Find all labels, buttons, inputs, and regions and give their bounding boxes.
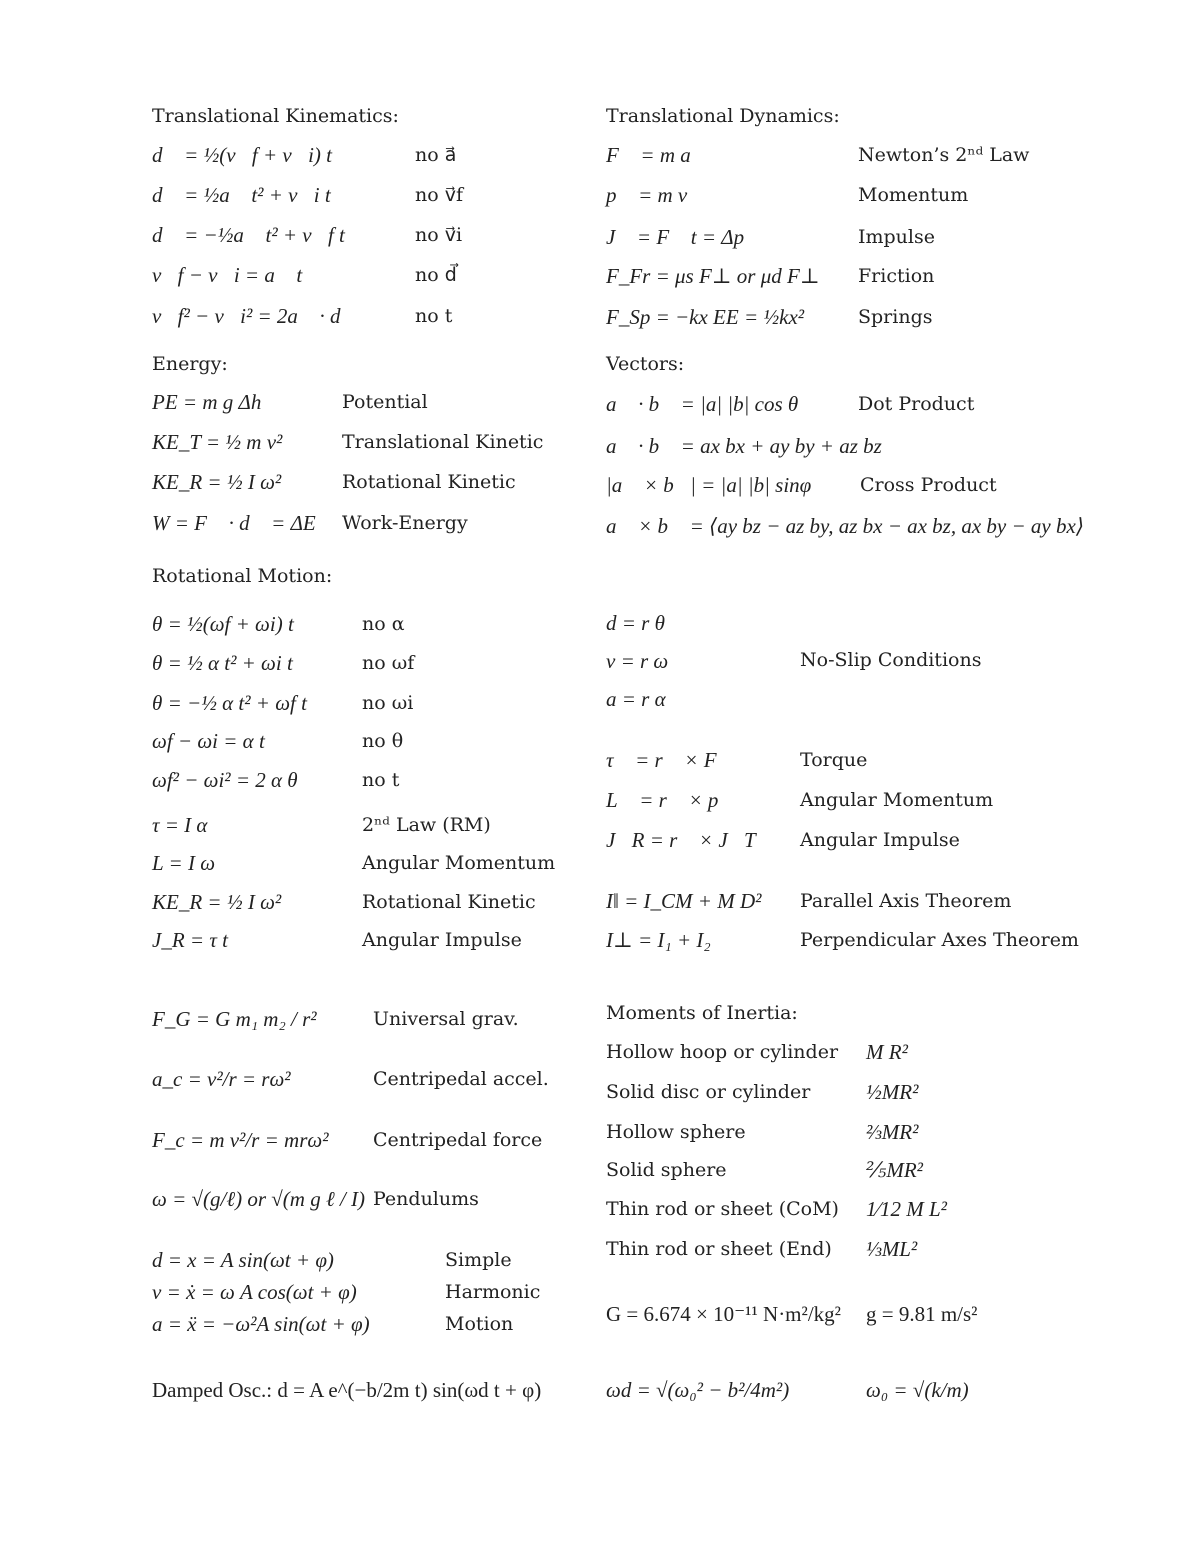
energy-label-1: Potential — [342, 391, 428, 413]
rot-eq-6: τ = I α — [152, 813, 208, 837]
kinematics-note-2: no v⃗f — [415, 184, 463, 206]
vectors-eq-3: |a⃗ × b⃗| = |a| |b| sinφ — [606, 473, 812, 497]
vectors-label-3: Cross Product — [860, 474, 997, 496]
moment-label-6: Thin rod or sheet (End) — [606, 1238, 832, 1260]
energy-eq-4: W = F⃗ · d⃗ = ΔE — [152, 511, 316, 535]
rot-label-6: 2ⁿᵈ Law (RM) — [362, 814, 491, 836]
moment-label-5: Thin rod or sheet (CoM) — [606, 1198, 839, 1220]
omega-0-formula: ω₀ = √(k/m) — [866, 1378, 969, 1402]
rot-label-9: Angular Impulse — [362, 929, 522, 951]
moment-eq-2: ½MR² — [866, 1080, 919, 1104]
moment-label-2: Solid disc or cylinder — [606, 1081, 811, 1103]
shm-label-3: Motion — [445, 1313, 514, 1335]
section-title-rotational-motion: Rotational Motion: — [152, 565, 333, 587]
energy-eq-2: KE_T = ½ m v² — [152, 430, 283, 454]
vectors-eq-2: a⃗ · b⃗ = ax bx + ay by + az bz — [606, 434, 882, 458]
rot-right-eq-5: I⊥ = I₁ + I₂ — [606, 928, 711, 952]
rot-eq-2: θ = ½ α t² + ωi t — [152, 651, 293, 675]
rot-right-label-4: Parallel Axis Theorem — [800, 890, 1012, 912]
dynamics-eq-3: J⃗ = F⃗ t = Δp — [606, 225, 745, 249]
dynamics-label-2: Momentum — [858, 184, 969, 206]
dynamics-label-5: Springs — [858, 306, 933, 328]
noslip-label: No-Slip Conditions — [800, 649, 982, 671]
moment-eq-3: ⅔MR² — [866, 1120, 919, 1144]
kinematics-note-3: no v⃗i — [415, 224, 463, 246]
moment-eq-6: ⅓ML² — [866, 1237, 918, 1261]
moment-label-4: Solid sphere — [606, 1159, 727, 1181]
noslip-eq-1: d = r θ — [606, 611, 665, 635]
kinematics-eq-4: v⃗f − v⃗i = a⃗ t — [152, 263, 303, 287]
grav-label-1: Universal grav. — [373, 1008, 519, 1030]
rot-eq-1: θ = ½(ωf + ωi) t — [152, 612, 294, 636]
rot-right-label-3: Angular Impulse — [800, 829, 960, 851]
grav-eq-1: F_G = G m₁ m₂ / r² — [152, 1007, 317, 1031]
moment-eq-1: M R² — [866, 1040, 908, 1064]
grav-eq-3: F_c = m v²/r = mrω² — [152, 1128, 329, 1152]
rot-label-7: Angular Momentum — [362, 852, 556, 874]
rot-right-eq-4: I‖ = I_CM + M D² — [606, 889, 762, 913]
rot-eq-5: ωf² − ωi² = 2 α θ — [152, 768, 298, 792]
kinematics-note-1: no a⃗ — [415, 144, 457, 166]
shm-label-2: Harmonic — [445, 1281, 541, 1303]
shm-eq-1: d = x = A sin(ωt + φ) — [152, 1248, 334, 1272]
section-title-moments: Moments of Inertia: — [606, 1002, 798, 1024]
constant-G: G = 6.674 × 10⁻¹¹ N·m²/kg² — [606, 1302, 841, 1326]
rot-label-1: no α — [362, 613, 405, 635]
shm-eq-3: a = ẍ = −ω²A sin(ωt + φ) — [152, 1312, 370, 1336]
kinematics-eq-5: v⃗f² − v⃗i² = 2a⃗ · d⃗ — [152, 304, 357, 328]
energy-label-4: Work-Energy — [342, 512, 468, 534]
moment-eq-5: 1⁄12 M L² — [866, 1197, 947, 1221]
energy-eq-1: PE = m g Δh — [152, 390, 262, 414]
rot-eq-4: ωf − ωi = α t — [152, 729, 265, 753]
moment-eq-4: ⅖MR² — [866, 1158, 923, 1182]
rot-right-label-2: Angular Momentum — [800, 789, 994, 811]
noslip-eq-3: a = r α — [606, 687, 666, 711]
kinematics-eq-2: d⃗ = ½a⃗ t² + v⃗i t — [152, 183, 331, 207]
rot-label-3: no ωi — [362, 692, 414, 714]
grav-label-2: Centripedal accel. — [373, 1068, 549, 1090]
rot-right-label-5: Perpendicular Axes Theorem — [800, 929, 1079, 951]
rot-right-eq-1: τ⃗ = r⃗ × F⃗ — [606, 748, 733, 772]
grav-label-4: Pendulums — [373, 1188, 479, 1210]
vectors-label-1: Dot Product — [858, 393, 975, 415]
kinematics-note-4: no d⃗ — [415, 264, 457, 286]
rot-label-5: no t — [362, 769, 400, 791]
rot-right-eq-2: L⃗ = r⃗ × p⃗ — [606, 788, 735, 812]
vectors-eq-4: a⃗ × b⃗ = ⟨ay bz − az by, az bx − ax bz, ax by − ay bx⟩ — [606, 514, 1085, 538]
noslip-eq-2: v = r ω — [606, 649, 669, 673]
rot-eq-9: J_R = τ t — [152, 928, 228, 952]
rot-eq-7: L = I ω — [152, 851, 216, 875]
section-title-translational-kinematics: Translational Kinematics: — [152, 105, 399, 127]
shm-eq-2: v = ẋ = ω A cos(ωt + φ) — [152, 1280, 357, 1304]
energy-label-3: Rotational Kinetic — [342, 471, 516, 493]
shm-label-1: Simple — [445, 1249, 512, 1271]
grav-eq-4: ω = √(g/ℓ) or √(m g ℓ / I) — [152, 1187, 366, 1211]
vectors-eq-1: a⃗ · b⃗ = |a| |b| cos θ — [606, 392, 799, 416]
section-title-vectors: Vectors: — [606, 353, 685, 375]
constant-g: g = 9.81 m/s² — [866, 1302, 978, 1326]
rot-right-label-1: Torque — [800, 749, 868, 771]
kinematics-note-5: no t — [415, 305, 453, 327]
dynamics-eq-5: F_Sp = −kx EE = ½kx² — [606, 305, 805, 329]
section-title-energy: Energy: — [152, 353, 228, 375]
rot-label-4: no θ — [362, 730, 404, 752]
energy-eq-3: KE_R = ½ I ω² — [152, 470, 282, 494]
dynamics-label-3: Impulse — [858, 226, 935, 248]
dynamics-label-4: Friction — [858, 265, 935, 287]
omega-d-formula: ωd = √(ω₀² − b²/4m²) — [606, 1378, 790, 1402]
moment-label-1: Hollow hoop or cylinder — [606, 1041, 839, 1063]
damped-oscillation: Damped Osc.: d = A e^(−b/2m t) sin(ωd t + φ) — [152, 1378, 542, 1402]
rot-right-eq-3: J⃗R = r⃗ × J⃗T — [606, 828, 756, 852]
grav-label-3: Centripedal force — [373, 1129, 543, 1151]
dynamics-eq-2: p⃗ = m v⃗ — [606, 183, 704, 207]
rot-label-2: no ωf — [362, 652, 415, 674]
dynamics-label-1: Newton’s 2ⁿᵈ Law — [858, 144, 1030, 166]
moment-label-3: Hollow sphere — [606, 1121, 746, 1143]
rot-label-8: Rotational Kinetic — [362, 891, 536, 913]
kinematics-eq-3: d⃗ = −½a⃗ t² + v⃗f t — [152, 223, 345, 247]
kinematics-eq-1: d⃗ = ½(v⃗f + v⃗i) t — [152, 143, 332, 167]
grav-eq-2: a_c = v²/r = rω² — [152, 1067, 291, 1091]
section-title-translational-dynamics: Translational Dynamics: — [606, 105, 840, 127]
dynamics-eq-4: F_Fr = μs F⊥ or μd F⊥ — [606, 264, 820, 288]
energy-label-2: Translational Kinetic — [342, 431, 544, 453]
rot-eq-3: θ = −½ α t² + ωf t — [152, 691, 307, 715]
dynamics-eq-1: F⃗ = m a⃗ — [606, 143, 708, 167]
rot-eq-8: KE_R = ½ I ω² — [152, 890, 282, 914]
